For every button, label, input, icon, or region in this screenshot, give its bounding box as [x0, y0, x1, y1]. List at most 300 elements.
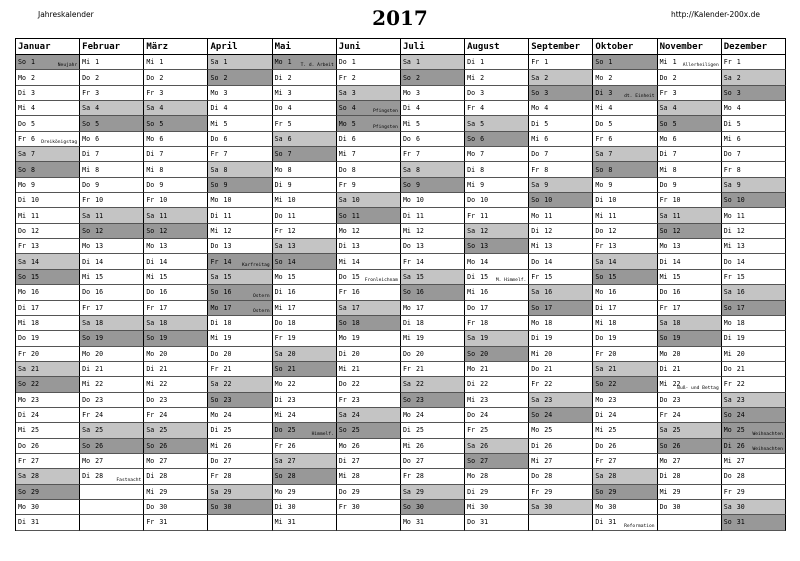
day-number: 7 [223, 150, 228, 159]
weekday-label: So [18, 380, 26, 389]
day-number: 11 [608, 211, 617, 220]
weekday-label: So [531, 88, 540, 97]
day-number: 9 [608, 180, 613, 189]
weekday-label: Fr [402, 472, 411, 481]
weekday-label: Sa [531, 180, 540, 189]
year-title: 2017 [372, 6, 428, 30]
day-number: 5 [544, 119, 549, 128]
day-number: 4 [480, 104, 485, 113]
day-number: 9 [95, 180, 100, 189]
day-number: 25 [544, 426, 553, 435]
weekday-label: Fr [338, 395, 347, 404]
day-number: 30 [415, 503, 424, 512]
weekday-label: Fr [338, 288, 347, 297]
day-cell [273, 331, 337, 346]
weekday-label: Sa [467, 226, 476, 235]
weekday-label: Di [659, 150, 668, 159]
weekday-label: Mi [18, 211, 26, 220]
day-number: 20 [159, 349, 168, 358]
day-number: 19 [608, 334, 617, 343]
weekday-label: Di [274, 73, 283, 82]
weekday-label: So [82, 226, 91, 235]
day-number: 27 [415, 457, 424, 466]
weekday-label: Fr [18, 242, 26, 251]
day-cell [273, 454, 337, 469]
day-cell [16, 86, 80, 101]
day-number: 19 [415, 334, 424, 343]
weekday-label: Do [82, 73, 91, 82]
weekday-label: Do [723, 472, 732, 481]
day-cell [337, 408, 401, 423]
day-number: 26 [351, 441, 360, 450]
weekday-label: Mi [723, 242, 732, 251]
day-number: 28 [480, 472, 489, 481]
day-number: 12 [672, 226, 681, 235]
day-cell [273, 423, 337, 438]
weekday-label: Di [274, 288, 283, 297]
weekday-label: Mo [18, 73, 26, 82]
weekday-label: Fr [659, 196, 668, 205]
day-number: 7 [287, 150, 292, 159]
empty-cell [658, 515, 722, 530]
day-number: 17 [159, 303, 168, 312]
weekday-label: Di [338, 134, 347, 143]
day-number: 2 [159, 73, 164, 82]
weekday-label: Sa [274, 242, 283, 251]
weekday-label: Mi [595, 319, 604, 328]
weekday-label: Mo [659, 457, 668, 466]
day-number: 29 [287, 487, 296, 496]
day-cell [208, 132, 272, 147]
weekday-label: Fr [467, 211, 476, 220]
day-cell [208, 423, 272, 438]
weekday-label: Fr [402, 257, 411, 266]
day-number: 12 [159, 226, 168, 235]
weekday-label: Sa [659, 104, 668, 113]
day-cell [465, 377, 529, 392]
weekday-label: So [467, 134, 476, 143]
day-number: 8 [31, 165, 35, 174]
website-url[interactable]: http://Kalender-200x.de [670, 10, 760, 19]
weekday-label: Sa [18, 150, 26, 159]
weekday-label: Mo [467, 150, 476, 159]
day-cell [722, 347, 786, 362]
day-cell [337, 331, 401, 346]
day-number: 9 [736, 180, 741, 189]
day-cell [529, 347, 593, 362]
weekday-label: Fr [402, 365, 411, 374]
day-number: 13 [480, 242, 489, 251]
weekday-label: Sa [146, 319, 155, 328]
weekday-label: Fr [402, 150, 411, 159]
day-number: 6 [672, 134, 677, 143]
day-number: 9 [31, 180, 35, 189]
day-number: 29 [608, 487, 617, 496]
day-number: 22 [480, 380, 489, 389]
day-cell [401, 377, 465, 392]
day-cell [337, 162, 401, 177]
day-cell [529, 132, 593, 147]
day-cell [144, 362, 208, 377]
weekday-label: Mi [146, 58, 155, 67]
weekday-label: Sa [18, 472, 26, 481]
day-cell [144, 301, 208, 316]
day-number: 2 [223, 73, 228, 82]
day-cell [593, 101, 657, 116]
day-number: 4 [544, 104, 549, 113]
day-number: 25 [608, 426, 617, 435]
weekday-label: Di [402, 104, 411, 113]
day-cell [593, 408, 657, 423]
weekday-label: Sa [402, 487, 411, 496]
weekday-label: Fr [210, 257, 219, 266]
weekday-label: Mi [723, 457, 732, 466]
day-number: 23 [223, 395, 232, 404]
weekday-label: Do [146, 180, 155, 189]
weekday-label: Mo [338, 119, 347, 128]
day-cell [722, 224, 786, 239]
weekday-label: Mo [82, 457, 91, 466]
day-number: 6 [95, 134, 100, 143]
day-number: 7 [351, 150, 356, 159]
day-cell [529, 208, 593, 223]
month-header-1: Januar [16, 39, 80, 55]
day-number: 5 [223, 119, 228, 128]
day-cell [144, 239, 208, 254]
day-number: 9 [287, 180, 292, 189]
year-calendar-grid [15, 38, 786, 531]
day-number: 15 [672, 272, 681, 281]
day-cell [722, 70, 786, 85]
weekday-label: Di [723, 226, 732, 235]
weekday-label: Mi [82, 380, 91, 389]
day-cell [593, 469, 657, 484]
day-cell [144, 377, 208, 392]
day-cell [273, 254, 337, 269]
day-cell [658, 439, 722, 454]
day-number: 18 [95, 319, 104, 328]
day-cell [529, 193, 593, 208]
weekday-label: Di [18, 88, 26, 97]
weekday-label: Fr [82, 303, 91, 312]
day-number: 16 [415, 288, 424, 297]
day-number: 19 [159, 334, 168, 343]
weekday-label: Fr [723, 272, 732, 281]
day-number: 17 [95, 303, 104, 312]
weekday-label: Mo [338, 441, 347, 450]
day-number: 31 [31, 518, 39, 527]
weekday-label: Sa [531, 288, 540, 297]
weekday-label: So [18, 487, 26, 496]
day-cell [208, 408, 272, 423]
weekday-label: Do [467, 88, 476, 97]
day-number: 14 [544, 257, 553, 266]
weekday-label: Sa [146, 211, 155, 220]
day-cell [465, 423, 529, 438]
day-number: 20 [480, 349, 489, 358]
weekday-label: Fr [723, 165, 732, 174]
day-cell [337, 500, 401, 515]
day-cell [337, 208, 401, 223]
weekday-label: Mo [146, 242, 155, 251]
day-cell [16, 454, 80, 469]
day-number: 21 [544, 365, 553, 374]
month-header-11: November [658, 39, 722, 55]
day-number: 26 [608, 441, 617, 450]
day-cell [208, 162, 272, 177]
weekday-label: Do [659, 395, 668, 404]
weekday-label: Do [338, 380, 347, 389]
day-number: 14 [223, 257, 232, 266]
day-number: 7 [480, 150, 485, 159]
day-number: 15 [31, 272, 39, 281]
weekday-label: Do [274, 104, 283, 113]
day-number: 4 [351, 104, 356, 113]
day-number: 25 [480, 426, 489, 435]
weekday-label: Sa [274, 134, 283, 143]
month-header-5: Mai [273, 39, 337, 55]
weekday-label: Fr [82, 411, 91, 420]
day-number: 29 [544, 487, 553, 496]
day-number: 22 [736, 380, 745, 389]
day-cell [401, 347, 465, 362]
day-number: 20 [31, 349, 39, 358]
day-number: 12 [480, 226, 489, 235]
weekday-label: Mo [531, 426, 540, 435]
day-cell [658, 331, 722, 346]
weekday-label: So [595, 58, 604, 67]
day-number: 17 [351, 303, 360, 312]
weekday-label: Fr [531, 165, 540, 174]
day-cell [722, 239, 786, 254]
day-cell [465, 116, 529, 131]
day-cell [593, 500, 657, 515]
weekday-label: Mo [595, 73, 604, 82]
day-cell [80, 193, 144, 208]
day-number: 22 [415, 380, 424, 389]
day-number: 30 [351, 503, 360, 512]
weekday-label: Mo [18, 503, 26, 512]
weekday-label: Mo [82, 242, 91, 251]
day-number: 13 [351, 242, 360, 251]
day-cell [401, 132, 465, 147]
day-number: 15 [544, 272, 553, 281]
day-number: 17 [736, 303, 745, 312]
weekday-label: Mi [467, 395, 476, 404]
day-cell [722, 485, 786, 500]
day-cell [80, 285, 144, 300]
day-number: 9 [544, 180, 549, 189]
day-number: 13 [415, 242, 424, 251]
day-cell [722, 270, 786, 285]
weekday-label: So [210, 395, 219, 404]
day-cell [16, 224, 80, 239]
day-cell [529, 485, 593, 500]
weekday-label: Sa [274, 349, 283, 358]
day-cell [465, 239, 529, 254]
day-number: 28 [544, 472, 553, 481]
weekday-label: So [659, 334, 668, 343]
weekday-label: Mi [595, 211, 604, 220]
weekday-label: Fr [531, 272, 540, 281]
day-cell [465, 485, 529, 500]
weekday-label: Di [467, 272, 476, 281]
weekday-label: Di [338, 349, 347, 358]
day-cell [529, 239, 593, 254]
weekday-label: Sa [531, 73, 540, 82]
weekday-label: Mi [531, 457, 540, 466]
day-number: 2 [608, 73, 613, 82]
weekday-label: Mo [82, 134, 91, 143]
day-cell [465, 347, 529, 362]
weekday-label: Mi [467, 503, 476, 512]
day-number: 23 [608, 395, 617, 404]
weekday-label: Sa [338, 303, 347, 312]
day-cell [80, 439, 144, 454]
weekday-label: Mo [467, 472, 476, 481]
day-number: 8 [544, 165, 549, 174]
weekday-label: Sa [210, 487, 219, 496]
day-number: 7 [544, 150, 549, 159]
weekday-label: Sa [723, 288, 732, 297]
day-number: 15 [736, 272, 745, 281]
weekday-label: Do [531, 257, 540, 266]
weekday-label: So [723, 303, 732, 312]
weekday-label: Fr [146, 303, 155, 312]
day-number: 19 [223, 334, 232, 343]
empty-cell [80, 500, 144, 515]
day-cell [465, 254, 529, 269]
weekday-label: Sa [723, 503, 732, 512]
weekday-label: Do [659, 180, 668, 189]
day-cell [208, 301, 272, 316]
weekday-label: Mi [723, 349, 732, 358]
day-number: 22 [351, 380, 360, 389]
day-number: 30 [608, 503, 617, 512]
weekday-label: Fr [146, 518, 155, 527]
weekday-label: Sa [595, 150, 604, 159]
day-number: 10 [31, 196, 39, 205]
day-cell [465, 270, 529, 285]
day-cell [208, 116, 272, 131]
weekday-label: Do [210, 242, 219, 251]
day-number: 12 [544, 226, 553, 235]
day-cell [208, 362, 272, 377]
day-number: 5 [159, 119, 164, 128]
day-number: 29 [31, 487, 39, 496]
day-number: 24 [608, 411, 617, 420]
day-cell [80, 86, 144, 101]
weekday-label: Mo [531, 104, 540, 113]
day-cell [465, 193, 529, 208]
day-cell [593, 454, 657, 469]
weekday-label: Fr [18, 134, 26, 143]
day-number: 13 [672, 242, 681, 251]
weekday-label: Do [595, 226, 604, 235]
day-cell [658, 285, 722, 300]
day-number: 30 [159, 503, 168, 512]
day-cell [465, 331, 529, 346]
weekday-label: Mo [402, 88, 411, 97]
day-cell [16, 423, 80, 438]
weekday-label: Di [402, 426, 411, 435]
day-number: 31 [415, 518, 424, 527]
day-number: 28 [736, 472, 745, 481]
weekday-label: Di [210, 104, 219, 113]
day-number: 24 [415, 411, 424, 420]
day-number: 13 [608, 242, 617, 251]
weekday-label: Sa [595, 472, 604, 481]
day-cell [401, 270, 465, 285]
day-cell [16, 101, 80, 116]
weekday-label: Do [467, 518, 476, 527]
weekday-label: Do [402, 457, 411, 466]
weekday-label: Mo [402, 411, 411, 420]
weekday-label: Fr [723, 487, 732, 496]
weekday-label: Mo [274, 380, 283, 389]
holiday-label: Buß- und Bettag [677, 385, 719, 391]
day-number: 23 [480, 395, 489, 404]
day-number: 16 [159, 288, 168, 297]
day-number: 20 [223, 349, 232, 358]
weekday-label: Fr [659, 303, 668, 312]
day-cell [208, 285, 272, 300]
day-cell [273, 285, 337, 300]
weekday-label: So [595, 487, 604, 496]
day-cell [465, 515, 529, 530]
day-number: 11 [415, 211, 424, 220]
day-cell [16, 301, 80, 316]
weekday-label: Do [18, 226, 26, 235]
day-cell [593, 515, 657, 530]
weekday-label: Di [595, 518, 604, 527]
day-cell [465, 132, 529, 147]
day-number: 3 [223, 88, 228, 97]
day-number: 15 [223, 272, 232, 281]
day-number: 13 [736, 242, 745, 251]
day-number: 7 [608, 150, 613, 159]
weekday-label: Sa [338, 196, 347, 205]
weekday-label: Sa [659, 426, 668, 435]
day-number: 1 [31, 58, 35, 67]
day-number: 8 [351, 165, 356, 174]
day-cell [401, 331, 465, 346]
day-cell [529, 331, 593, 346]
day-cell [16, 239, 80, 254]
weekday-label: Sa [467, 334, 476, 343]
day-cell [593, 485, 657, 500]
weekday-label: Fr [146, 411, 155, 420]
weekday-label: So [723, 411, 732, 420]
day-cell [658, 116, 722, 131]
day-cell [529, 454, 593, 469]
weekday-label: Mi [467, 73, 476, 82]
day-cell [658, 147, 722, 162]
day-number: 1 [95, 58, 100, 67]
day-cell [144, 454, 208, 469]
weekday-label: Di [338, 457, 347, 466]
day-number: 24 [672, 411, 681, 420]
day-cell [722, 331, 786, 346]
day-number: 31 [159, 518, 168, 527]
day-number: 10 [480, 196, 489, 205]
day-number: 19 [480, 334, 489, 343]
holiday-label: M. Himmelf. [495, 278, 527, 284]
day-cell [465, 224, 529, 239]
day-cell [401, 500, 465, 515]
day-number: 28 [31, 472, 39, 481]
day-number: 5 [287, 119, 292, 128]
